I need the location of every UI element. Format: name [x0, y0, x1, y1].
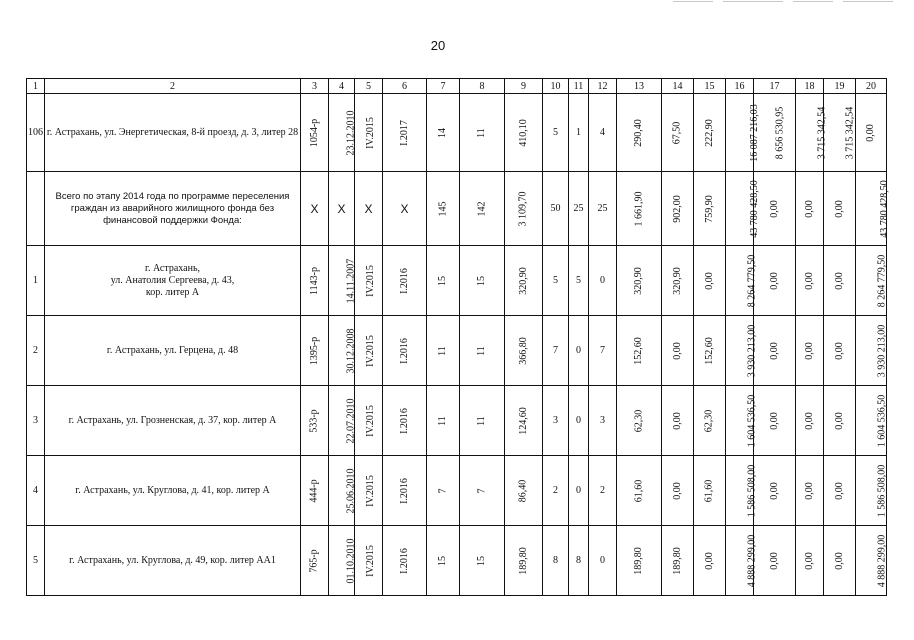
address-cell: г. Астрахань, ул. Энергетическая, 8-й проезд, д. 3, литер 28 [45, 94, 301, 172]
cell-value: 25.06.2010 [345, 468, 357, 514]
cell-value: 7 [600, 345, 605, 356]
column-number: 17 [754, 79, 796, 94]
cell-value: 0,00 [803, 200, 815, 218]
cell-col-10 [543, 456, 569, 526]
cell-value: 3 [600, 415, 605, 426]
cell-value: 5 [553, 275, 558, 286]
table-row [27, 386, 887, 456]
cell-col-20 [856, 246, 887, 316]
cell-col-19 [824, 246, 856, 316]
cell-col-13 [617, 246, 662, 316]
cell-value: 11 [475, 416, 487, 426]
address-cell: г. Астрахань, ул. Круглова, д. 49, кор. литер АА1 [45, 526, 301, 596]
cell-value: 0 [600, 275, 605, 286]
cell-value: 2 [553, 485, 558, 496]
address-cell: г. Астрахань, ул. Круглова, д. 41, кор. литер А [45, 456, 301, 526]
cell-col-18 [796, 526, 824, 596]
cell-col-15 [694, 94, 726, 172]
cell-col-3 [301, 316, 329, 386]
cell-col-11 [569, 172, 589, 246]
cell-col-7 [427, 246, 460, 316]
cell-value: 0,00 [671, 482, 683, 500]
address-cell: г. Астрахань, ул. Анатолия Сергеева, д. 43, кор. литер А [45, 246, 301, 316]
cell-col-11 [569, 94, 589, 172]
cell-col-15 [694, 246, 726, 316]
cell-value: 62,30 [633, 409, 644, 433]
cell-value: 7 [553, 345, 558, 356]
cell-col-7 [427, 386, 460, 456]
cell-value: IV.2015 [364, 265, 376, 297]
cell-col-14 [662, 94, 694, 172]
cell-col-14 [662, 456, 694, 526]
cell-value: 14 [437, 128, 448, 138]
cell-col-5 [355, 172, 383, 246]
cell-col-6 [383, 94, 427, 172]
cell-value: 0,00 [803, 482, 815, 500]
cell-col-11 [569, 246, 589, 316]
cell-col-12 [589, 456, 617, 526]
cell-col-9 [505, 526, 543, 596]
cell-value: 124,60 [517, 407, 529, 435]
cell-value: 0,00 [703, 272, 715, 290]
cell-col-5 [355, 386, 383, 456]
cell-col-19 [824, 386, 856, 456]
cell-value: 0,00 [768, 552, 780, 570]
cell-col-20 [856, 94, 887, 172]
cell-value: 0,00 [833, 342, 845, 360]
cell-col-5 [355, 316, 383, 386]
cell-col-17 [754, 94, 796, 172]
cell-value: I.2016 [398, 548, 410, 574]
cell-value: 11 [475, 128, 487, 138]
cell-value: 320,90 [671, 267, 683, 295]
cell-col-20 [856, 456, 887, 526]
cell-col-3 [301, 386, 329, 456]
cell-value: 0,00 [833, 482, 845, 500]
cell-value: 15 [476, 556, 487, 566]
row-number: 4 [27, 456, 45, 526]
cell-col-16 [726, 526, 758, 596]
address-cell: г. Астрахань, ул. Герцена, д. 48 [45, 316, 301, 386]
column-number: 13 [617, 79, 662, 94]
cell-value: 11 [436, 416, 448, 426]
cell-col-19 [824, 526, 856, 596]
cell-col-12 [589, 246, 617, 316]
cell-value: 4 888 299,00 [746, 534, 758, 588]
cell-value: 0,00 [803, 342, 815, 360]
cell-value: 410,10 [517, 119, 529, 147]
cell-value: 2 [600, 485, 605, 496]
cell-col-8 [460, 246, 505, 316]
address-cell: г. Астрахань, ул. Грозненская, д. 37, кор. литер А [45, 386, 301, 456]
column-number: 1 [27, 79, 45, 94]
cell-col-6 [383, 246, 427, 316]
cell-col-9 [505, 456, 543, 526]
cell-col-9 [505, 386, 543, 456]
cell-value: 7 [437, 488, 448, 494]
table-row [27, 526, 887, 596]
cell-value: IV.2015 [364, 335, 376, 367]
cell-col-14 [662, 172, 694, 246]
cell-col-19 [824, 94, 856, 172]
cell-col-3 [301, 456, 329, 526]
cell-col-16 [726, 386, 758, 456]
column-number: 10 [543, 79, 569, 94]
cell-col-17 [754, 526, 796, 596]
cell-value: IV.2015 [364, 117, 376, 149]
cell-col-13 [617, 316, 662, 386]
cell-col-9 [505, 94, 543, 172]
cell-col-9 [505, 172, 543, 246]
cell-col-14 [662, 316, 694, 386]
cell-col-10 [543, 246, 569, 316]
cell-col-17 [754, 386, 796, 456]
cell-value: 43 780 428,50 [878, 180, 890, 238]
cell-value: 902,00 [671, 195, 683, 223]
cell-value: 0 [576, 415, 581, 426]
cell-col-14 [662, 386, 694, 456]
cell-col-3 [301, 172, 329, 246]
cell-value: I.2016 [398, 408, 410, 434]
cell-value: 142 [476, 201, 487, 217]
cell-value: 1054-р [309, 118, 321, 148]
cell-value: IV.2015 [364, 545, 376, 577]
cell-col-20 [856, 172, 890, 246]
cell-col-6 [383, 316, 427, 386]
cell-value: 7 [476, 488, 487, 494]
cell-value: 61,60 [633, 479, 644, 503]
cell-col-12 [589, 386, 617, 456]
column-number: 16 [726, 79, 754, 94]
column-number-row [27, 79, 887, 94]
cell-col-15 [694, 172, 726, 246]
table-row [27, 456, 887, 526]
cell-value: 3 930 213,00 [746, 324, 758, 378]
cell-value: 444-р [308, 479, 320, 503]
cell-value: 01.10.2010 [345, 538, 357, 584]
cell-value: 0 [576, 485, 581, 496]
column-number: 3 [301, 79, 329, 94]
cell-col-8 [460, 94, 505, 172]
cell-col-8 [460, 386, 505, 456]
cell-value: 189,80 [517, 547, 529, 575]
cell-col-10 [543, 172, 569, 246]
cell-value: 0,00 [768, 200, 780, 218]
cell-value: 8 264 779,50 [746, 254, 758, 308]
cell-value: 5 [576, 275, 581, 286]
cell-value: 8 [576, 555, 581, 566]
resettlement-table [26, 78, 890, 596]
cell-col-7 [427, 94, 460, 172]
cell-col-4 [329, 526, 355, 596]
cell-value: 15 [437, 556, 448, 566]
cell-value: 0,00 [803, 272, 815, 290]
cell-value: 4 [600, 127, 605, 138]
cell-col-5 [355, 246, 383, 316]
cell-col-13 [617, 526, 662, 596]
cell-value: 67,50 [671, 121, 683, 145]
cell-value: 3 930 213,00 [876, 324, 888, 378]
column-number: 7 [427, 79, 460, 94]
cell-col-16 [726, 316, 758, 386]
cell-value: I.2016 [398, 338, 410, 364]
cell-value: 0,00 [803, 552, 815, 570]
cell-col-4 [329, 316, 355, 386]
cell-col-13 [617, 172, 662, 246]
cell-value: 15 [437, 276, 448, 286]
cell-col-3 [301, 246, 329, 316]
cell-value: 8 264 779,50 [876, 254, 888, 308]
page-number: 20 [430, 38, 446, 53]
cell-value: 30.12.2008 [345, 328, 357, 374]
column-number: 5 [355, 79, 383, 94]
cell-value: X [400, 201, 409, 216]
cell-value: IV.2015 [364, 475, 376, 507]
cell-value: 0,00 [768, 272, 780, 290]
cell-col-20 [856, 316, 887, 386]
cell-value: 25 [597, 203, 608, 214]
cell-col-16 [726, 246, 758, 316]
cell-col-6 [383, 172, 427, 246]
cell-col-9 [505, 246, 543, 316]
cell-col-13 [617, 386, 662, 456]
cell-value: 0,00 [833, 552, 845, 570]
cell-col-4 [329, 94, 355, 172]
cell-col-5 [355, 526, 383, 596]
cell-col-10 [543, 526, 569, 596]
cell-col-4 [329, 386, 355, 456]
cell-col-19 [824, 456, 856, 526]
cell-value: IV.2015 [364, 405, 376, 437]
cell-col-8 [460, 316, 505, 386]
cell-value: X [337, 201, 346, 216]
cell-col-14 [662, 246, 694, 316]
cell-value: 11 [436, 346, 448, 356]
cell-col-12 [589, 526, 617, 596]
cell-value: 5 [553, 127, 558, 138]
column-number: 20 [856, 79, 887, 94]
column-number: 12 [589, 79, 617, 94]
cell-value: 86,40 [517, 479, 529, 503]
cell-col-3 [301, 94, 329, 172]
cell-col-4 [329, 172, 355, 246]
cell-col-7 [427, 526, 460, 596]
cell-value: 320,90 [633, 267, 644, 295]
cell-value: 0,00 [671, 342, 683, 360]
cell-col-11 [569, 526, 589, 596]
cell-value: 8 656 530,95 [774, 106, 786, 160]
cell-col-4 [329, 246, 355, 316]
cell-value: 189,80 [671, 547, 683, 575]
cell-value: 1 604 536,50 [876, 394, 888, 448]
column-number: 9 [505, 79, 543, 94]
row-number: 3 [27, 386, 45, 456]
cell-value: 290,40 [633, 119, 644, 147]
cell-col-11 [569, 456, 589, 526]
cell-col-14 [662, 526, 694, 596]
cell-value: 0,00 [768, 342, 780, 360]
cell-col-13 [617, 94, 662, 172]
cell-col-8 [460, 526, 505, 596]
cell-col-6 [383, 456, 427, 526]
cell-col-18 [796, 172, 824, 246]
row-number: 1 [27, 246, 45, 316]
cell-value: 0,00 [803, 412, 815, 430]
cell-value: 61,60 [703, 479, 715, 503]
cell-col-3 [301, 526, 329, 596]
summary-row [27, 172, 887, 246]
cell-col-7 [427, 316, 460, 386]
cell-value: 0,00 [865, 124, 876, 142]
cell-col-18 [796, 386, 824, 456]
cell-value: 1 586 508,00 [746, 464, 758, 518]
cell-value: X [310, 201, 319, 216]
cell-value: 366,80 [517, 337, 529, 365]
cell-value: 145 [437, 201, 448, 217]
cell-col-13 [617, 456, 662, 526]
summary-label: Всего по этапу 2014 года по программе переселения граждан из аварийного жилищного фонда без финансовой поддержки Фонда: [45, 172, 301, 246]
cell-value: 11 [475, 346, 487, 356]
cell-value: 22.07.2010 [345, 398, 357, 444]
column-number: 14 [662, 79, 694, 94]
cell-col-5 [355, 94, 383, 172]
cell-value: 8 [553, 555, 558, 566]
cell-col-12 [589, 172, 617, 246]
cell-col-11 [569, 316, 589, 386]
cell-col-20 [856, 386, 887, 456]
cell-col-16 [726, 456, 758, 526]
cell-col-6 [383, 386, 427, 456]
cell-col-17 [754, 456, 796, 526]
cell-col-4 [329, 456, 355, 526]
cell-value: 3 715 342,54 [816, 106, 828, 160]
cell-col-19 [824, 172, 856, 246]
cell-col-8 [460, 172, 505, 246]
cell-value: 50 [550, 203, 561, 214]
cell-value: 0 [576, 345, 581, 356]
cell-value: 765-р [308, 549, 320, 573]
cell-value: 533-р [308, 409, 320, 433]
table-row [27, 246, 887, 316]
cell-value: 759,90 [703, 195, 715, 223]
cell-value: 1143-р [308, 267, 320, 295]
cell-value: 1 586 508,00 [876, 464, 888, 518]
cell-col-12 [589, 316, 617, 386]
cell-value: 25 [573, 203, 584, 214]
cell-value: 1 604 536,50 [746, 394, 758, 448]
cell-col-15 [694, 316, 726, 386]
row-number: 2 [27, 316, 45, 386]
column-number: 6 [383, 79, 427, 94]
cell-value: 0,00 [671, 412, 683, 430]
cell-col-7 [427, 456, 460, 526]
cell-col-19 [824, 316, 856, 386]
cell-col-10 [543, 316, 569, 386]
cell-col-12 [589, 94, 617, 172]
column-number: 8 [460, 79, 505, 94]
cell-col-10 [543, 94, 569, 172]
cell-value: 222,90 [703, 119, 715, 147]
cell-col-16 [726, 172, 760, 246]
cell-col-11 [569, 386, 589, 456]
row-number: 5 [27, 526, 45, 596]
row-number [27, 172, 45, 246]
cell-value: 189,80 [633, 547, 644, 575]
cell-col-18 [796, 316, 824, 386]
cell-value: 3 109,70 [517, 191, 529, 227]
column-number: 19 [824, 79, 856, 94]
cell-col-9 [505, 316, 543, 386]
cell-value: 16 087 216,03 [748, 104, 760, 162]
cell-value: 0,00 [703, 552, 715, 570]
cell-value: I.2017 [398, 120, 410, 146]
column-number: 2 [45, 79, 301, 94]
cell-col-10 [543, 386, 569, 456]
table-row [27, 94, 887, 172]
cell-value: 0,00 [768, 482, 780, 500]
cell-col-17 [754, 246, 796, 316]
cell-value: I.2016 [398, 268, 410, 294]
column-number: 4 [329, 79, 355, 94]
cell-col-15 [694, 456, 726, 526]
row-number: 106 [27, 94, 45, 172]
cell-value: 320,90 [517, 267, 529, 295]
cell-value: 3 [553, 415, 558, 426]
column-number: 15 [694, 79, 726, 94]
cell-value: 14.11.2007 [345, 258, 357, 304]
cell-col-18 [796, 456, 824, 526]
cell-col-8 [460, 456, 505, 526]
cell-value: 4 888 299,00 [876, 534, 888, 588]
cell-value: 152,60 [703, 337, 715, 365]
cell-col-18 [796, 246, 824, 316]
cell-value: 0,00 [833, 200, 845, 218]
cell-value: 0,00 [833, 272, 845, 290]
cell-col-17 [754, 172, 796, 246]
cell-value: I.2016 [398, 478, 410, 504]
cell-value: 152,60 [633, 337, 644, 365]
cell-value: 62,30 [703, 409, 715, 433]
cell-value: 43 780 428,50 [748, 180, 760, 238]
cell-value: X [364, 201, 373, 216]
column-number: 11 [569, 79, 589, 94]
cell-value: 3 715 342,54 [844, 106, 856, 160]
cell-col-15 [694, 386, 726, 456]
cell-value: 1 661,90 [633, 191, 644, 227]
cell-value: 15 [476, 276, 487, 286]
cell-col-6 [383, 526, 427, 596]
scan-artifact [673, 1, 893, 3]
column-number: 18 [796, 79, 824, 94]
cell-value: 1 [576, 127, 581, 138]
table-row [27, 316, 887, 386]
cell-value: 0,00 [833, 412, 845, 430]
cell-col-18 [796, 94, 828, 172]
cell-col-15 [694, 526, 726, 596]
cell-value: 23.12.2010 [345, 110, 357, 156]
cell-col-5 [355, 456, 383, 526]
cell-col-17 [754, 316, 796, 386]
cell-col-16 [726, 94, 760, 172]
cell-value: 0,00 [768, 412, 780, 430]
cell-col-7 [427, 172, 460, 246]
cell-value: 1395-р [309, 336, 321, 366]
cell-col-20 [856, 526, 887, 596]
cell-value: 0 [600, 555, 605, 566]
